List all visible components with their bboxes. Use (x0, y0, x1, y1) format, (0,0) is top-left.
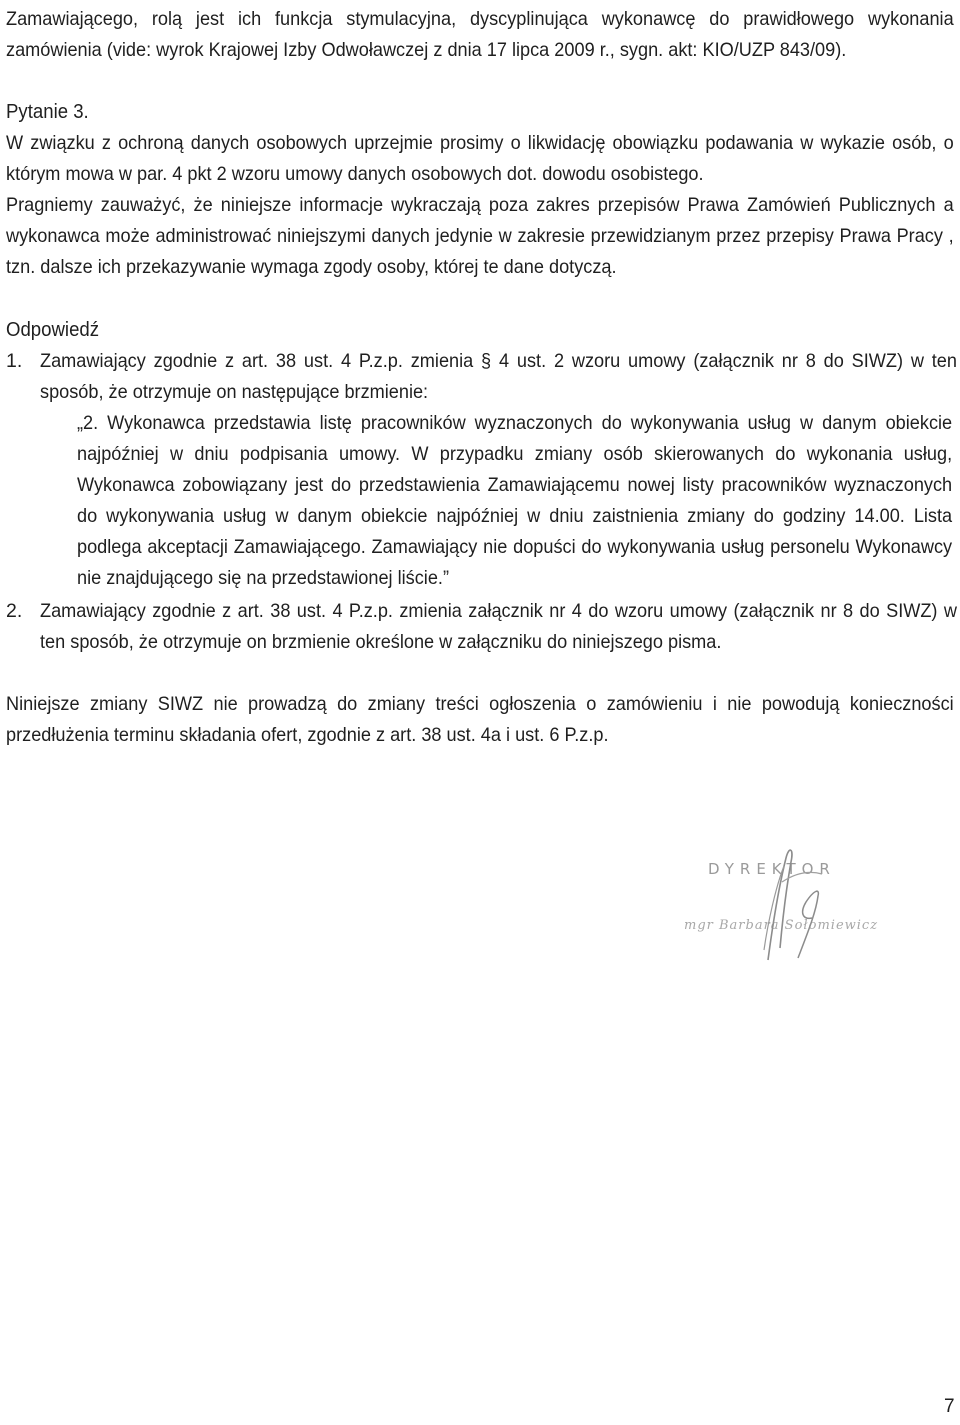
answer-text: Zamawiający zgodnie z art. 38 ust. 4 P.z.p. zmienia załącznik nr 4 do wzoru umowy (załącznik nr 8 do SIWZ) w ten sposób, że otrzymuje on brzmienie określone w załączniku do niniejszego pisma. (40, 600, 957, 653)
question-paragraph-2: Pragniemy zauważyć, że niniejsze informacje wykraczają poza zakres przepisów Prawa Zamówień Publicznych a wykonawca może administrować niniejszymi danych jedynie w zakresie przewidzianym przez przepisy Prawa Pracy , tzn. dalsze ich przekazywanie wymaga zgody osoby, której te dane dotyczą. (6, 194, 954, 278)
stamp-title: DYREKTOR (708, 860, 836, 878)
answer-number: 2. (6, 600, 23, 622)
answer-text: Zamawiający zgodnie z art. 38 ust. 4 P.z.p. zmienia § 4 ust. 2 wzoru umowy (załącznik nr 8 do SIWZ) w ten sposób, że otrzymuje on następujące brzmienie: (40, 350, 957, 403)
question-heading: Pytanie 3. (6, 101, 89, 123)
closing-paragraph: Niniejsze zmiany SIWZ nie prowadzą do zmiany treści ogłoszenia o zamówieniu i nie powodują konieczności przedłużenia terminu składania ofert, zgodnie z art. 38 ust. 4a i ust. 6 P.z.p. (6, 693, 954, 746)
answer-number: 1. (6, 350, 23, 372)
stamp-name: mgr Barbara Sołomiewicz (684, 918, 879, 933)
intro-paragraph: Zamawiającego, rolą jest ich funkcja stymulacyjna, dyscyplinująca wykonawcę do prawidłowego wykonania zamówienia (vide: wyrok Krajowej Izby Odwoławczej z dnia 17 lipca 2009 r., sygn. akt: KIO/UZP 843/09). (6, 8, 954, 61)
answer-quote: „2. Wykonawca przedstawia listę pracowników wyznaczonych do wykonywania usług w danym obiekcie najpóźniej w dniu podpisania umowy. W przypadku zmiany osób skierowanych do wykonania usług, Wykonawca zobowiązany jest do przedstawienia Zamawiającemu nowej listy pracowników wyznaczonych do wykonywania usług w danym obiekcie najpóźniej w dniu zaistnienia zmiany do godziny 14.00. Lista podlega akceptacji Zamawiającego. Zamawiający nie dopuści do wykonywania usług personelu Wykonawcy nie znajdującego się na przedstawionej liście.” (77, 412, 953, 589)
page-number: 7 (944, 1396, 955, 1417)
signature-mark (690, 830, 890, 970)
director-stamp (660, 830, 900, 970)
question-paragraph: W związku z ochroną danych osobowych uprzejmie prosimy o likwidację obowiązku podawania w wykazie osób, o którym mowa w par. 4 pkt 2 wzoru umowy danych osobowych dot. dowodu osobistego. (6, 132, 954, 185)
answer-heading: Odpowiedź (6, 319, 100, 341)
